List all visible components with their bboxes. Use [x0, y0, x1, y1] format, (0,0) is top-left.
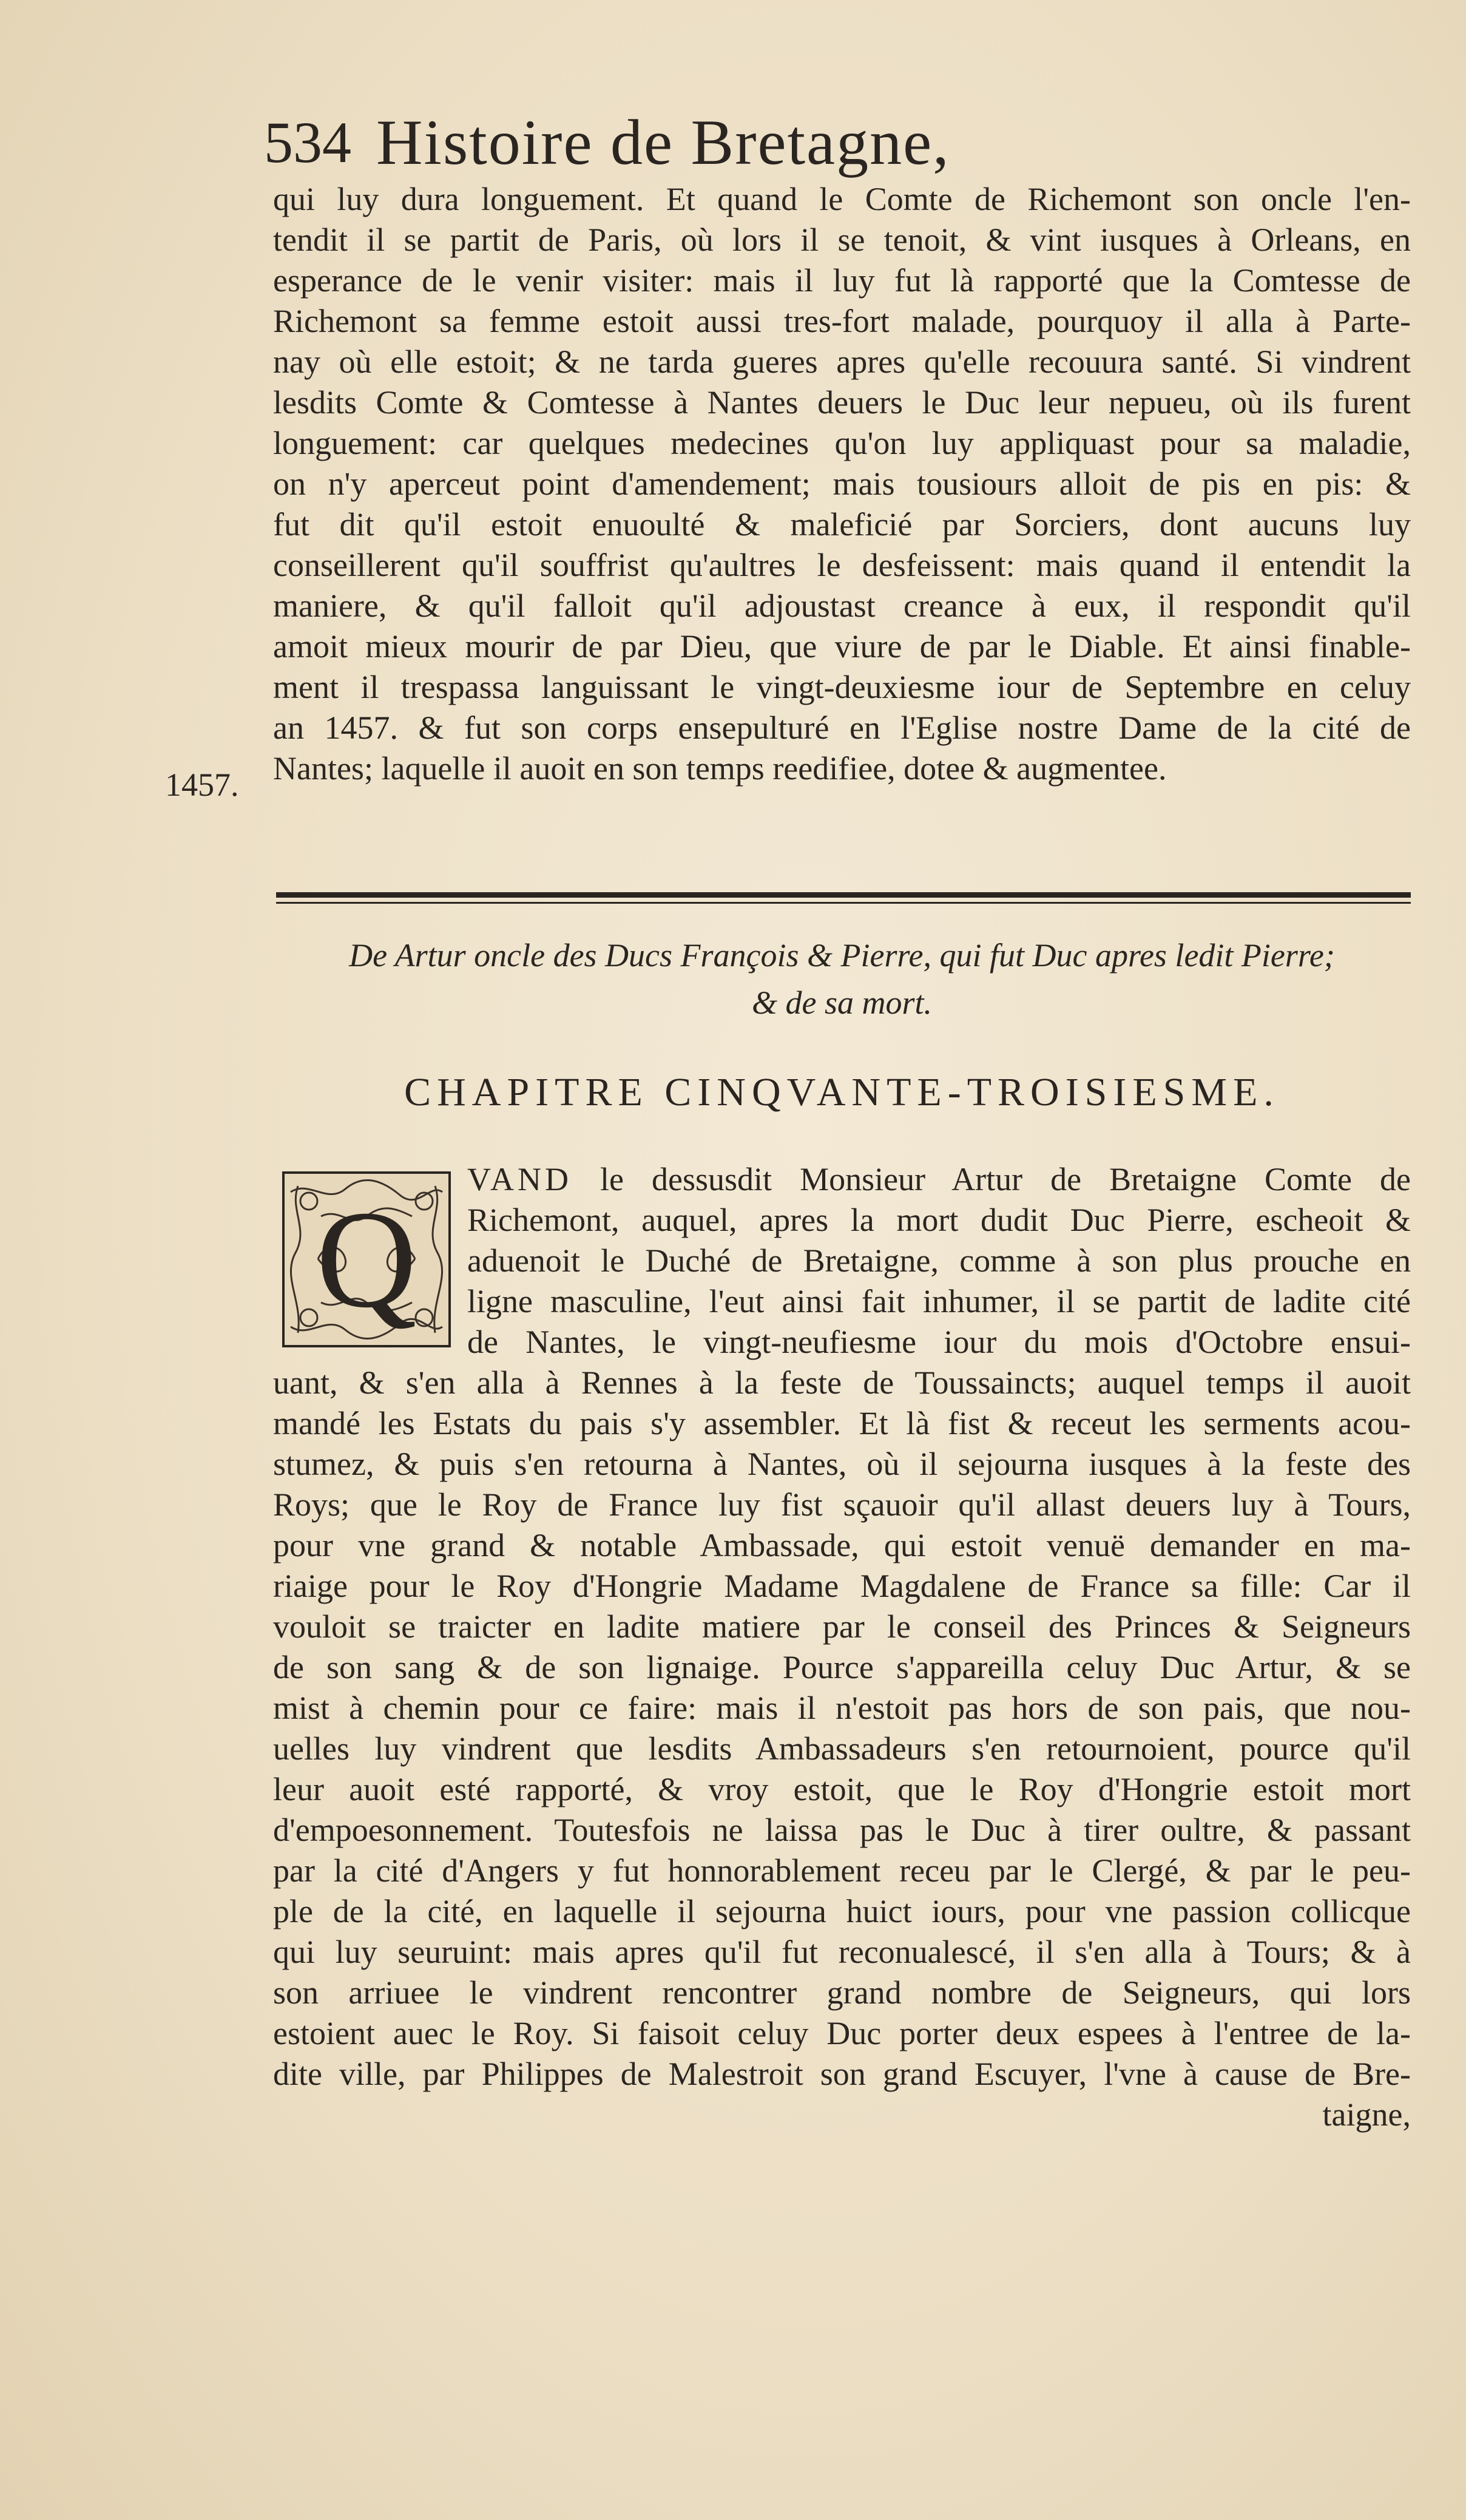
text-line: dite ville, par Philippes de Malestroit son grand Escuyer, l'vne à cause de Bre-	[273, 2056, 1411, 2092]
text-line: pour vne grand & notable Ambassade, qui estoit venuë demander en ma-	[273, 1527, 1411, 1563]
chapter-heading: CHAPITRE CINQVANTE-TROISIESME.	[404, 1070, 1280, 1114]
text-line: uant, & s'en alla à Rennes à la feste de Toussaincts; auquel temps il auoit	[273, 1364, 1411, 1401]
text-line: qui luy seuruint: mais apres qu'il fut reconualescé, il s'en alla à Tours; & à	[273, 1934, 1411, 1970]
text-line: Richemont, auquel, apres la mort dudit Duc Pierre, escheoit &	[467, 1202, 1411, 1238]
text-line: qui luy dura longuement. Et quand le Comte de Richemont son oncle l'en-	[273, 181, 1411, 217]
text-line: Roys; que le Roy de France luy fist sçauoir qu'il allast deuers luy à Tours,	[273, 1486, 1411, 1523]
text-line: leur auoit esté rapporté, & vroy estoit, que le Roy d'Hongrie estoit mort	[273, 1771, 1411, 1807]
chapter-first-word: VAND	[467, 1161, 573, 1197]
text-fragment: le dessusdit Monsieur Artur de Bretaigne Comte de	[572, 1161, 1411, 1197]
chapter-summary	[273, 932, 1411, 1026]
text-line: Richemont sa femme estoit aussi tres-fort malade, pourquoy il alla à Parte-	[273, 303, 1411, 339]
text-line: estoient auec le Roy. Si faisoit celuy Duc porter deux espees à l'entree de la-	[273, 2015, 1411, 2051]
text-line: fut dit qu'il estoit enuoulté & maleficié par Sorciers, dont aucuns luy	[273, 506, 1411, 543]
text-line: on n'y aperceut point d'amendement; mais tousiours alloit de pis en pis: &	[273, 466, 1411, 502]
text-line	[467, 1159, 1411, 1200]
text-line: de son sang & de son lignaige. Pource s'appareilla celuy Duc Artur, & se	[273, 1649, 1411, 1685]
ornamental-initial-icon	[282, 1171, 451, 1347]
text-line: Nantes; laquelle il auoit en son temps reedifiee, dotee & augmentee.	[273, 750, 1167, 787]
catchword: taigne,	[1322, 2096, 1411, 2133]
page-number: 534	[264, 110, 351, 175]
dropcap-letter: Q	[316, 1182, 417, 1336]
chapter-paragraph	[273, 1363, 1411, 2135]
section-divider	[276, 892, 1411, 898]
text-line: riaige pour le Roy d'Hongrie Madame Magdalene de France sa fille: Car il	[273, 1568, 1411, 1604]
text-line: mandé les Estats du pais s'y assembler. Et là fist & receut les serments acou-	[273, 1405, 1411, 1441]
text-line: amoit mieux mourir de par Dieu, que viure de par le Diable. Et ainsi finable-	[273, 628, 1411, 665]
text-line: aduenoit le Duché de Bretaigne, comme à son plus prouche en	[467, 1242, 1411, 1279]
section-divider-thin	[276, 902, 1411, 904]
text-line: uelles luy vindrent que lesdits Ambassadeurs s'en retournoient, pource qu'il	[273, 1730, 1411, 1767]
running-title: Histoire de Bretagne,	[376, 107, 950, 178]
text-line: stumez, & puis s'en retourna à Nantes, où il sejourna iusques à la feste des	[273, 1446, 1411, 1482]
text-line: ple de la cité, en laquelle il sejourna huict iours, pour vne passion collicque	[273, 1893, 1411, 1929]
summary-line: & de sa mort.	[752, 984, 932, 1021]
text-line: ligne masculine, l'eut ainsi fait inhumer, il se partit de ladite cité	[467, 1283, 1411, 1319]
text-line: an 1457. & fut son corps ensepulturé en l'Eglise nostre Dame de la cité de	[273, 710, 1411, 746]
top-paragraph	[273, 179, 1411, 789]
text-line: d'empoesonnement. Toutesfois ne laissa pas le Duc à tirer oultre, & passant	[273, 1812, 1411, 1848]
text-line: mist à chemin pour ce faire: mais il n'estoit pas hors de son pais, que nou-	[273, 1690, 1411, 1726]
text-line: longuement: car quelques medecines qu'on luy appliquast pour sa maladie,	[273, 425, 1411, 461]
text-line: nay où elle estoit; & ne tarda gueres apres qu'elle recouura santé. Si vindrent	[273, 344, 1411, 380]
text-line: tendit il se partit de Paris, où lors il se tenoit, & vint iusques à Orleans, en	[273, 222, 1411, 258]
text-line: conseillerent qu'il souffrist qu'aultres le desfeissent: mais quand il entendit la	[273, 547, 1411, 583]
text-line: par la cité d'Angers y fut honnorablement receu par le Clergé, & par le peu-	[273, 1852, 1411, 1889]
text-line: de Nantes, le vingt-neufiesme iour du mois d'Octobre ensui-	[467, 1324, 1411, 1360]
text-line: maniere, & qu'il falloit qu'il adjoustast creance à eux, il respondit qu'il	[273, 588, 1411, 624]
running-head	[264, 103, 1126, 182]
text-line: lesdits Comte & Comtesse à Nantes deuers le Duc leur nepueu, où ils furent	[273, 384, 1411, 421]
text-line: vouloit se traicter en ladite matiere par le conseil des Princes & Seigneurs	[273, 1608, 1411, 1645]
text-line: ment il trespassa languissant le vingt-deuxiesme iour de Septembre en celuy	[273, 669, 1411, 705]
margin-note-year: 1457.	[165, 767, 239, 803]
text-line: son arriuee le vindrent rencontrer grand nombre de Seigneurs, qui lors	[273, 1974, 1411, 2011]
summary-line: De Artur oncle des Ducs François & Pierre, qui fut Duc apres ledit Pierre;	[349, 937, 1335, 974]
text-line: esperance de le venir visiter: mais il luy fut là rapporté que la Comtesse de	[273, 262, 1411, 299]
chapter-opening-lines	[467, 1159, 1411, 1363]
